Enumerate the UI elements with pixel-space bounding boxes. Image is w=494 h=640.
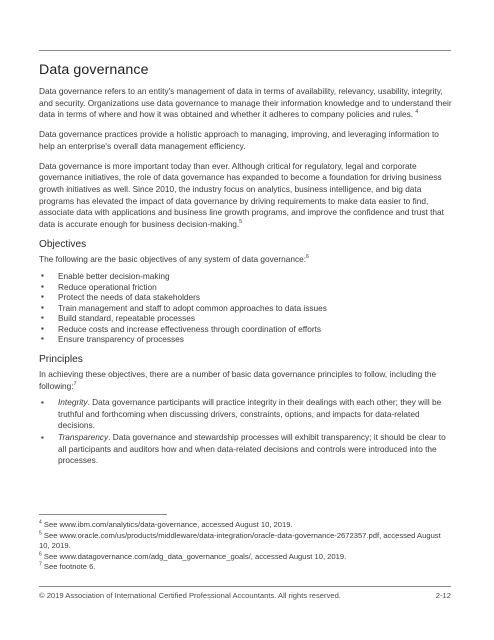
footnote-ref: 4 <box>415 109 419 116</box>
objectives-list <box>39 271 453 345</box>
footnote-ref: 5 <box>239 218 243 225</box>
list-item: ▪ Train management and staff to adopt common approaches to data issues <box>39 303 453 314</box>
page-number: 2-12 <box>435 591 451 600</box>
footnote-text: See www.datagovernance.com/adg_data_governance_goals/, accessed August 10, 2019. <box>43 551 347 561</box>
footnote-number: 4 <box>39 519 42 526</box>
principle-term: Integrity <box>58 397 88 408</box>
list-item <box>39 397 453 432</box>
footnote-divider <box>39 514 167 515</box>
list-item: ▪ Build standard, repeatable processes <box>39 313 453 324</box>
intro-paragraph-3-text: Data governance is more important today than ever. Although critical for regulatory, legal and corporate governance initiatives, the role of data governance has expanded to become a foundation for driving business growth initiatives as well. Since 2010, the industry focus on analytics, business intelligence, and big data programs has elevated the impact of data governance by driving requirements to make data easier to find, associate data with applications and business line growth programs, and improve the confidence and trust that data is accurate enough for business decision-making. <box>39 160 444 229</box>
footnotes <box>39 520 453 573</box>
principles-heading: Principles <box>39 354 83 366</box>
intro-paragraph-3 <box>39 161 453 231</box>
footnote <box>39 531 453 552</box>
footnote-text: See www.oracle.com/us/products/middleware/data-integration/oracle-data-governance-2672357.pdf, accessed August 10, 2019. <box>39 530 441 551</box>
principles-lead <box>39 369 453 392</box>
principles-lead-text: In achieving these objectives, there are a number of basic data governance principles to follow, including the following: <box>39 369 437 391</box>
footnote-text: See www.ibm.com/analytics/data-governance, accessed August 10, 2019. <box>43 520 293 529</box>
footnote-number: 5 <box>39 530 42 537</box>
bottom-divider <box>39 586 451 587</box>
intro-paragraph-1 <box>39 86 453 121</box>
objectives-heading: Objectives <box>39 239 87 251</box>
copyright-text: © 2019 Association of International Certified Professional Accountants. All rights reserved. <box>39 591 341 600</box>
page-title: Data governance <box>39 62 149 78</box>
list-item: ▪ Enable better decision-making <box>39 271 453 282</box>
main-content <box>39 86 453 475</box>
list-item: ▪ Ensure transparency of processes <box>39 334 453 345</box>
page-footer <box>39 591 451 600</box>
intro-paragraph-2: Data governance practices provide a holistic approach to managing, improving, and leveraging information to help an enterprise's overall data management efficiency. <box>39 129 439 151</box>
footnote <box>39 520 453 531</box>
list-item: ▪ Reduce operational friction <box>39 282 453 293</box>
list-item <box>39 432 453 467</box>
list-item: ▪ Reduce costs and increase effectiveness through coordination of efforts <box>39 324 453 335</box>
objectives-lead <box>39 254 453 266</box>
principle-term: Transparency <box>58 432 109 443</box>
footnote-number: 7 <box>39 561 42 568</box>
top-divider <box>39 50 451 51</box>
objectives-lead-text: The following are the basic objectives of any system of data governance: <box>39 254 307 265</box>
principle-text: . Data governance and stewardship processes will exhibit transparency; it should be clear to all participants and auditors how and when data-related decisions and controls were introduced into the processes. <box>58 432 446 466</box>
footnote <box>39 562 453 573</box>
footnote-number: 6 <box>39 551 42 558</box>
intro-paragraph-1-text: Data governance refers to an entity's management of data in terms of availability, relevancy, usability, integrity, and security. Organizations use data governance to manage their information knowledge and to understand their data in terms of where and how it was obtained and whether it adheres to company policies and rules. <box>39 86 452 120</box>
footnote <box>39 552 453 563</box>
footnote-ref: 7 <box>73 380 77 387</box>
footnote-text: See footnote 6. <box>43 562 96 572</box>
list-item: ▪ Protect the needs of data stakeholders <box>39 292 453 303</box>
principle-text: . Data governance participants will practice integrity in their dealings with each other; they will be truthful and forthcoming when discussing drivers, constraints, options, and impacts for data-related decisions. <box>58 397 442 431</box>
principles-list <box>39 397 453 467</box>
footnote-ref: 6 <box>306 254 309 261</box>
